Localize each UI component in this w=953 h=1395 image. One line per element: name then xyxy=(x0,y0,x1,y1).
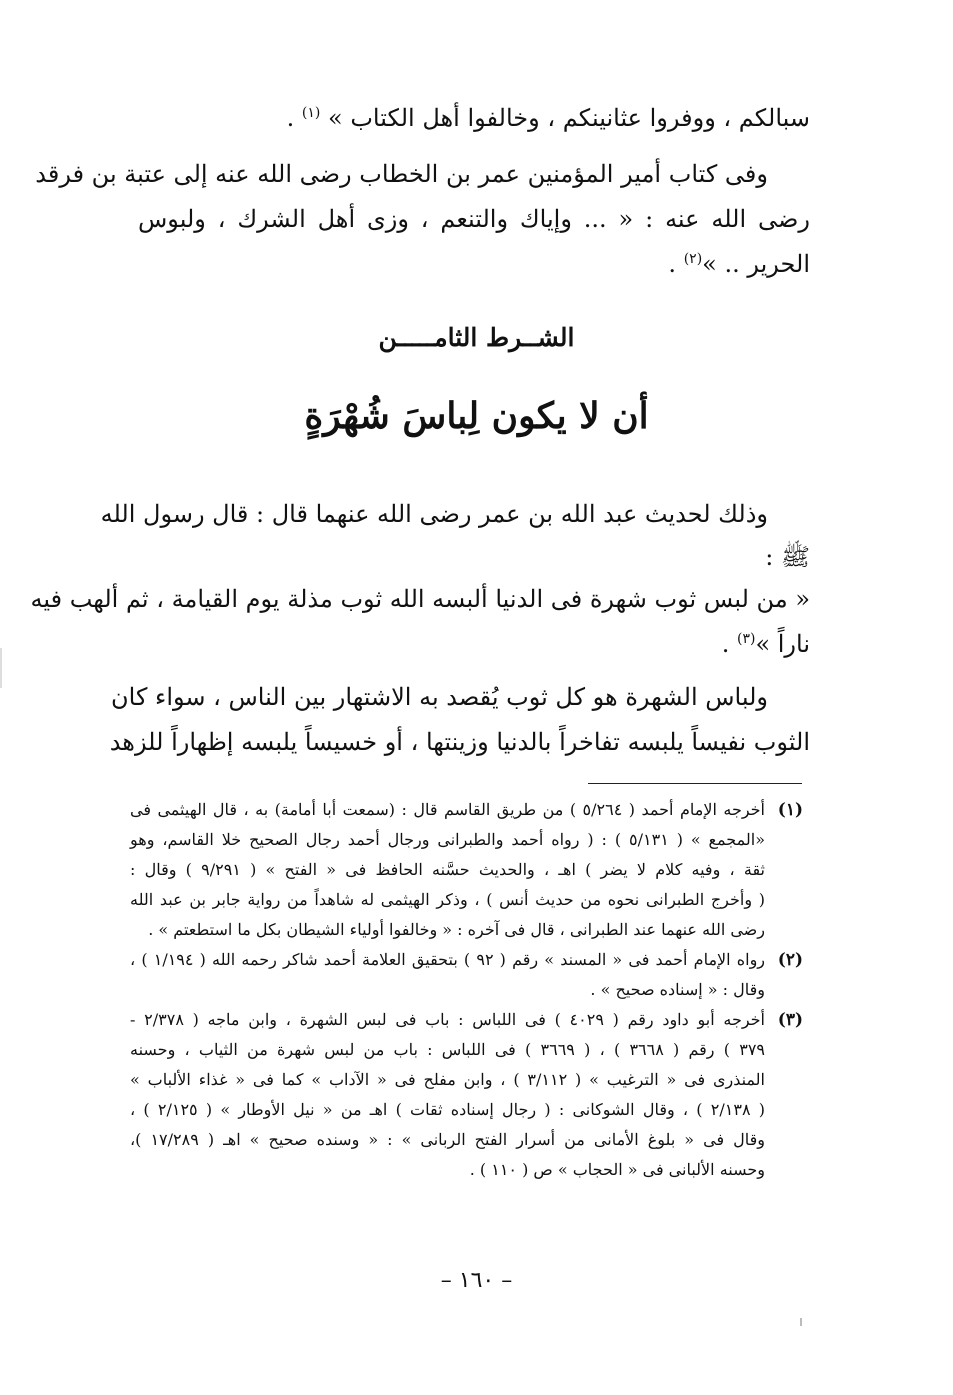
section-heading: الشــرط الثامـــــن xyxy=(378,323,575,352)
letter-line: رضى الله عنه : « ... وإياك والتنعم ، وزى أهل الشرك ، ولبوس xyxy=(138,205,810,233)
footnote-line: ( ٢/١٣٨ ) ، وقال الشوكانى : ( رجال إسناده ثقات ) اهـ من « نيل الأوطار » ( ٢/١٢٥ ) ، xyxy=(130,1100,766,1119)
footnote-ref-1[interactable]: (١) xyxy=(301,105,321,121)
footnote-line: ٣٧٩ ) رقم ( ٣٦٦٨ ) ، ( ٣٦٦٩ ) فى اللباس : باب من لبس شهرة من الثياب ، وحسنه xyxy=(130,1040,765,1059)
chapter-title: أن لا يكون لِباسَ شُهْرَةٍ xyxy=(304,395,649,437)
letter-line: وفى كتاب أمير المؤمنين عمر بن الخطاب رضى الله عنه إلى عتبة بن فرقد xyxy=(35,160,768,188)
footnote-line: ثقة ، وفيه كلام لا يضر ) اهـ ، والحديث حسَّنه الحافظ فى « الفتح » ( ٩/٢٩١ ) وقال : xyxy=(130,860,765,879)
footnote-1 xyxy=(130,795,803,945)
footnote-separator xyxy=(588,783,802,784)
footnote-number: (٢) xyxy=(777,950,803,970)
footnotes xyxy=(130,795,803,1185)
intro-paragraph xyxy=(138,96,810,141)
footnote-3 xyxy=(130,1005,803,1185)
footnote-line: وقال : « إسناده صحيح » . xyxy=(590,980,765,999)
footnote-line: «المجمع » ( ٥/١٣١ ) : ( رواه أحمد والطبرانى ورجال أحمد رجال الصحيح خلا القاسم، وهو xyxy=(130,830,765,849)
hadith-line: « من لبس ثوب شهرة فى الدنيا ألبسه الله ثوب مذلة يوم القيامة ، ثم ألهب فيه xyxy=(30,585,810,613)
footnote-line: أخرجه الإمام أحمد ( ٥/٢٦٤ ) من طريق القاسم قال : (سمعت أبا أمامة) به ، قال الهيثمى فى xyxy=(130,800,765,819)
footnote-line: رضى الله عنهما عند الطبرانى ، قال فى آخره : « وخالفوا أولياء الشيطان بكل ما استطعتم » . xyxy=(148,920,765,939)
footnote-number: (١) xyxy=(777,800,803,820)
hadith-line: ﷺ : xyxy=(765,543,810,571)
footnote-line: المنذرى فى « الترغيب » ( ٣/١١٢ ) ، وابن مفلح فى « الآداب » كما فى « غذاء الألباب » xyxy=(130,1070,766,1089)
footnote-ref-3[interactable]: (٣) xyxy=(736,631,756,647)
footnote-2 xyxy=(130,945,803,1005)
footnote-line: وحسنه الألبانى فى « الحجاب » ص ( ١١٠ ) . xyxy=(469,1160,765,1179)
hadith-paragraph xyxy=(30,492,810,667)
footnote-ref-2[interactable]: (٢) xyxy=(683,251,703,267)
definition-line: ولباس الشهرة هو كل ثوب يُقصد به الاشتهار بين الناس ، سواء كان xyxy=(111,683,768,711)
definition-paragraph xyxy=(109,675,810,765)
footnote-number: (٣) xyxy=(777,1010,803,1030)
letter-line: الحرير .. »$^{(٢)}$ . xyxy=(668,250,810,278)
footnote-line: وقال فى « بلوغ الأمانى من أسرار الفتح الربانى » : « وسنده صحيح » اهـ ( ١٧/٢٨٩ )، xyxy=(130,1130,766,1149)
footnote-line: ( وأخرج الطبرانى نحوه من حديث أنس ) ، وذكر الهيثمى له شاهداً من رواية جابر بن عبد الله xyxy=(130,890,765,909)
letter-paragraph xyxy=(35,152,810,287)
page-number: – ١٦٠ – xyxy=(440,1268,513,1293)
definition-line: الثوب نفيساً يلبسه تفاخراً بالدنيا وزينتها ، أو خسيساً يلبسه إظهاراً للزهد xyxy=(109,728,810,756)
scan-mark xyxy=(0,648,2,688)
footnote-line: رواه الإمام أحمد فى « المسند » رقم ( ٩٢ ) بتحقيق العلامة أحمد شاكر رحمه الله ( ١/١٩٤ ) ، xyxy=(130,950,766,969)
footnote-line: أخرجه أبو داود رقم ( ٤٠٢٩ ) فى اللباس : باب فى لبس الشهرة ، وابن ماجه ( ٢/٣٧٨ - xyxy=(130,1010,765,1029)
hadith-line: وذلك لحديث عبد الله بن عمر رضى الله عنهما قال : قال رسول الله xyxy=(100,500,768,528)
scan-mark xyxy=(800,1318,802,1326)
intro-line: سبالكم ، ووفروا عثانينكم ، وخالفوا أهل الكتاب » $^{(١)}$ . xyxy=(286,104,810,132)
hadith-line: ناراً »$^{(٣)}$ . xyxy=(721,630,810,658)
